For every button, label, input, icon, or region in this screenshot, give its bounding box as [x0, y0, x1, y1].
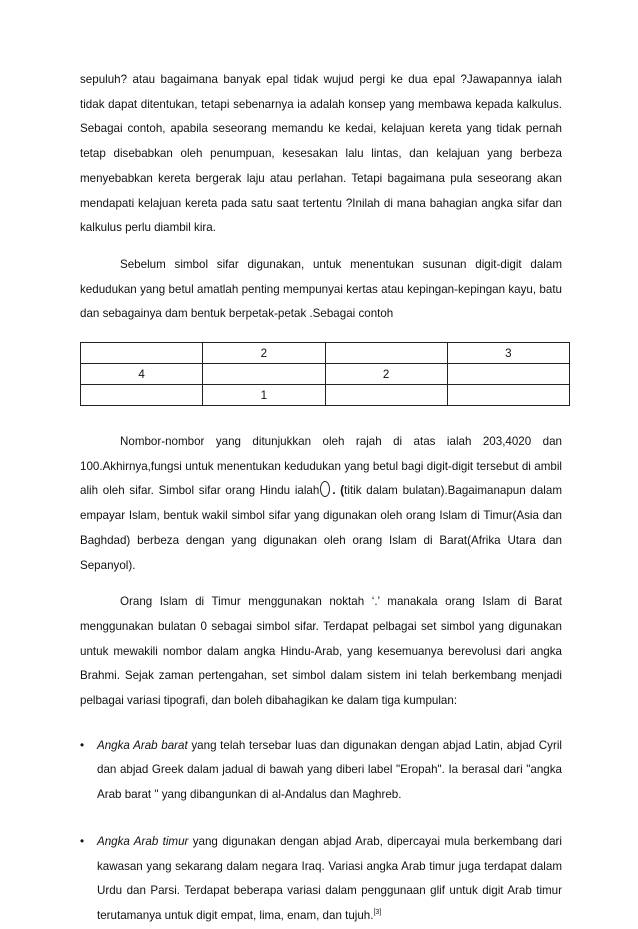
table-cell: [81, 343, 203, 364]
place-value-table: [80, 342, 570, 406]
list-item: [80, 830, 562, 929]
table-cell: 3: [447, 343, 569, 364]
citation-link[interactable]: [3]: [373, 908, 382, 916]
paragraph-4: Orang Islam di Timur menggunakan noktah ‘.’ manakala orang Islam di Barat menggunakan bulatan 0 sebagai simbol sifar. Terdapat pelbagai set simbol yang digunakan untuk mewakili nombor dalam angka Hindu-Arab, yang kesemuanya berevolusi dari angka Brahmi. Sejak zaman pertengahan, set simbol dalam sistem ini telah berkembang menjadi pelbagai variasi tipografi, dan boleh dibahagikan ke dalam tiga kumpulan:: [80, 595, 562, 708]
table-cell: 4: [81, 364, 203, 385]
table-row: [81, 343, 570, 364]
table-cell: [325, 343, 447, 364]
table-row: [81, 385, 570, 406]
table-cell: 2: [325, 364, 447, 385]
table-cell: [81, 385, 203, 406]
table-cell: 2: [203, 343, 325, 364]
table-row: [81, 364, 570, 385]
table-cell: [325, 385, 447, 406]
hindu-zero-circle-icon: [320, 481, 330, 497]
list-item: [80, 734, 562, 808]
list-item-term: Angka Arab barat: [97, 738, 188, 752]
table-cell: [447, 385, 569, 406]
bullet-icon: •: [80, 738, 85, 752]
dot-symbol: . (: [332, 484, 345, 498]
table-cell: [447, 364, 569, 385]
numeral-groups-list: [80, 734, 562, 929]
list-item-text: [97, 734, 562, 808]
list-item-body: yang telah tersebar luas dan digunakan dengan abjad Latin, abjad Cyril dan abjad Greek dalam jadual di bawah yang diberi label "Eropah". Ia berasal dari "angka Arab barat " yang dibangunkan di al-Andalus dan Maghreb.: [97, 738, 562, 802]
paragraph-3-continued: titik dalam bulatan).Bagaimanapun dalam empayar Islam, bentuk wakil simbol sifar yang digunakan oleh orang Islam di Timur(Asia dan Baghdad) berbeza dengan yang digunakan oleh orang Islam di Barat(Afrika Utara dan Sepanyol).: [80, 484, 562, 572]
list-item-text: [97, 830, 562, 929]
paragraph-3-text: Nombor-nombor yang ditunjukkan oleh rajah di atas ialah 203,4020 dan 100.Akhirnya,fungsi untuk menentukan kedudukan yang betul bagi digit-digit tersebut di ambil alih oleh sifar. Simbol sifar orang Hindu ialah: [80, 435, 562, 498]
table-cell: 1: [203, 385, 325, 406]
table-cell: [203, 364, 325, 385]
paragraph-2: Sebelum simbol sifar digunakan, untuk menentukan susunan digit-digit dalam kedudukan yang betul amatlah penting mempunyai kertas atau kepingan-kepingan kayu, batu dan sebagainya dam bentuk berpetak-petak .Sebagai contoh: [80, 257, 562, 321]
paragraph-3: [80, 430, 562, 578]
list-item-term: Angka Arab timur: [97, 834, 189, 848]
bullet-icon: •: [80, 834, 85, 848]
list-item-body: yang digunakan dengan abjad Arab, dipercayai mula berkembang dari kawasan yang sekarang dalam negara Iraq. Variasi angka Arab timur juga terdapat dalam Urdu dan Parsi. Terdapat beberapa variasi dalam penggunaan glif untuk digit Arab timur terutamanya untuk digit empat, lima, enam, dan tujuh.: [97, 834, 562, 922]
paragraph-1: sepuluh? atau bagaimana banyak epal tidak wujud pergi ke dua epal ?Jawapannya ialah tidak dapat ditentukan, tetapi sebenarnya ia adalah konsep yang membawa kepada kalkulus. Sebagai contoh, apabila seseorang memandu ke kedai, kelajuan kereta yang tidak pernah tetap disebabkan oleh penumpuan, kesesakan lalu lintas, dan kelajuan yang berbeza menyebabkan kereta bergerak laju atau perlahan. Tetapi bagaimana pula seseorang akan mendapati kelajuan kereta pada satu saat tertentu ?Inilah di mana bahagian angka sifar dan kalkulus perlu diambil kira.: [80, 73, 562, 235]
